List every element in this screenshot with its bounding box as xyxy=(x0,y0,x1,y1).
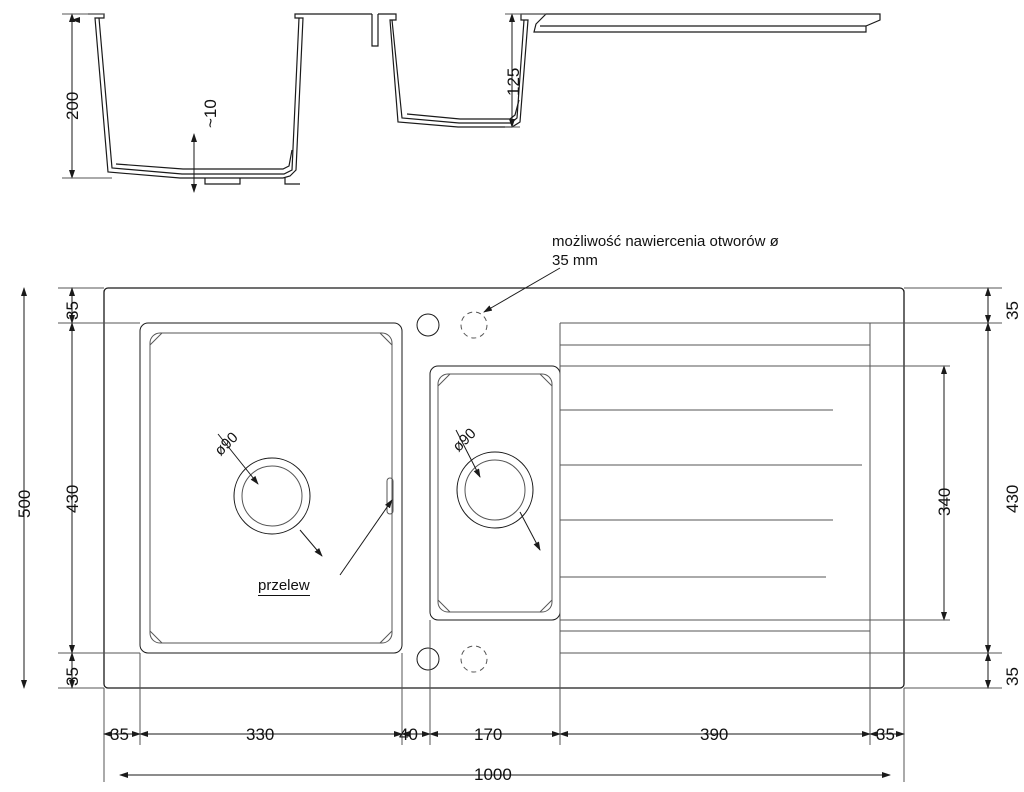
label-drain-main: ø90 xyxy=(211,429,242,460)
dim-label-125: 125 xyxy=(504,67,523,96)
note-drill-holes: możliwość nawiercenia otworów ø 35 mm xyxy=(552,233,779,269)
dims-bottom xyxy=(104,620,904,782)
dim-label-main-bowl-width: 330 xyxy=(246,725,275,744)
label-drain-small: ø90 xyxy=(449,425,480,456)
dim-label-bottom-margin-left: 35 xyxy=(63,667,82,686)
drainer xyxy=(560,323,870,653)
dim-label-top-margin-left: 35 xyxy=(63,301,82,320)
main-bowl xyxy=(140,323,402,653)
note-overflow-text: przelew xyxy=(258,577,310,594)
dim-label-200: 200 xyxy=(63,91,82,120)
dim-label-overall-height: 500 xyxy=(15,489,34,518)
small-bowl xyxy=(430,366,560,620)
dim-label-small-bowl-height: 340 xyxy=(935,487,954,516)
dims-left xyxy=(24,288,140,688)
dim-label-left-margin: 35 xyxy=(110,725,129,744)
sink-outline xyxy=(104,288,904,688)
leaders xyxy=(218,268,560,575)
note-overflow xyxy=(258,578,310,593)
dim-label-drainer-height: 430 xyxy=(1003,484,1022,513)
dim-label-bowl-height-left: 430 xyxy=(63,484,82,513)
dim-label-top-margin-right: 35 xyxy=(1003,301,1022,320)
dim-label-wall-thickness: ~10 xyxy=(201,99,220,128)
dim-label-small-bowl-width: 170 xyxy=(474,725,503,744)
dim-label-right-margin: 35 xyxy=(876,725,895,744)
dim-label-overall-width: 1000 xyxy=(474,765,512,784)
dim-label-between-bowls: 40 xyxy=(399,725,418,744)
dim-label-bottom-margin-right: 35 xyxy=(1003,667,1022,686)
dim-label-drainer-width: 390 xyxy=(700,725,729,744)
